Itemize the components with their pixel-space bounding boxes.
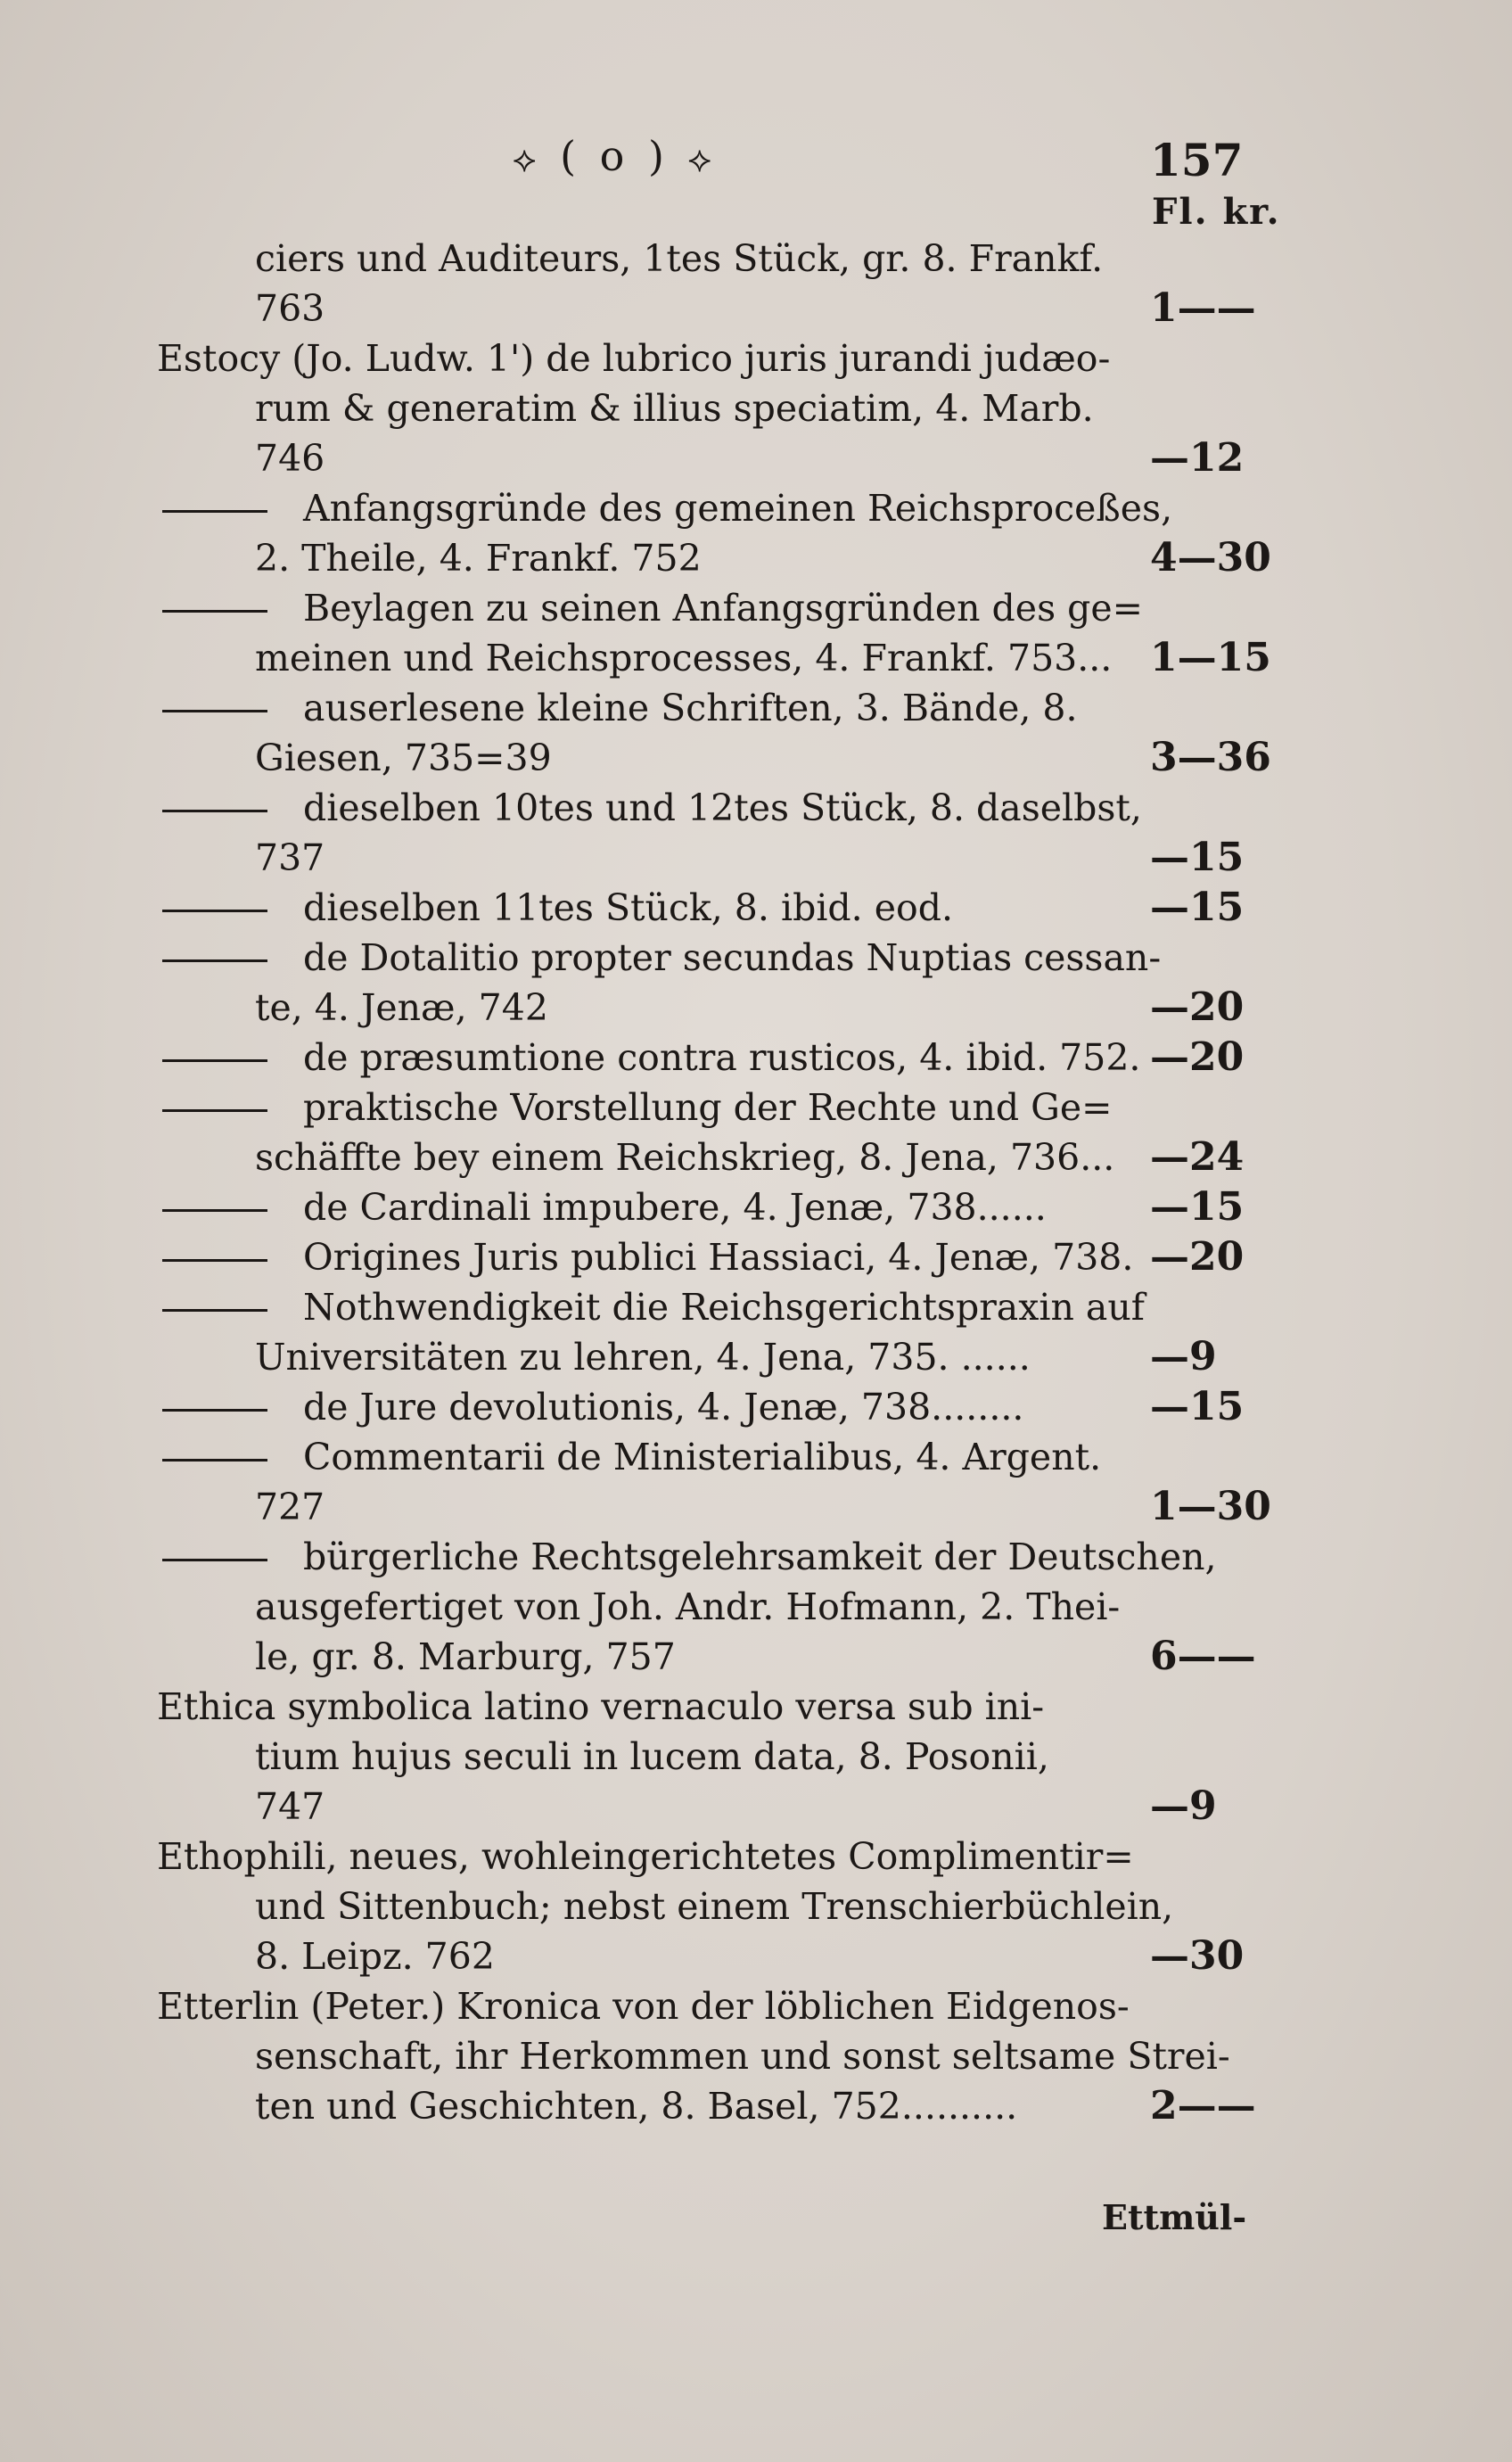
entry-text: Estocy (Jo. Ludw. 1') de lubrico juris jurandi judæo- bbox=[157, 337, 1111, 380]
entry-price: 6—— bbox=[1150, 1634, 1256, 1679]
entry-text: 747 bbox=[255, 1785, 325, 1828]
entry-text: dieselben 11tes Stück, 8. ibid. eod. bbox=[303, 886, 953, 929]
entry-line bbox=[157, 333, 1298, 383]
entry-price bbox=[1150, 333, 1293, 383]
entry-line bbox=[153, 1282, 1294, 1332]
entry-price bbox=[1150, 234, 1293, 284]
entry-text: 2. Theile, 4. Frankf. 752 bbox=[255, 537, 702, 580]
entry-price bbox=[1150, 783, 1293, 833]
entry-text: Ethophili, neues, wohleingerichtetes Complimentir= bbox=[157, 1835, 1134, 1878]
entry-text: Beylagen zu seinen Anfangsgründen des ge= bbox=[303, 587, 1143, 630]
entry-price bbox=[1150, 683, 1293, 733]
ditto-dash bbox=[162, 610, 267, 613]
ditto-dash bbox=[162, 1059, 267, 1062]
entry-price bbox=[1150, 933, 1293, 983]
entry-price bbox=[1150, 2031, 1293, 2081]
catchword: Ettmül- bbox=[1102, 2197, 1247, 2237]
entry-text: schäffte bey einem Reichskrieg, 8. Jena, 736... bbox=[255, 1136, 1115, 1179]
entry-price: —15 bbox=[1150, 1184, 1245, 1230]
entry-price: —24 bbox=[1150, 1134, 1245, 1180]
entry-price: 1—— bbox=[1150, 285, 1256, 331]
entry-text: 737 bbox=[255, 836, 325, 879]
entry-line bbox=[153, 1532, 1294, 1582]
entry-text: le, gr. 8. Marburg, 757 bbox=[255, 1635, 676, 1678]
page-header bbox=[0, 132, 1512, 233]
entry-line bbox=[153, 1182, 1294, 1232]
entry-price: 4—30 bbox=[1150, 535, 1271, 581]
entry-price bbox=[1150, 1881, 1293, 1931]
entry-line bbox=[153, 683, 1294, 733]
ditto-dash bbox=[162, 510, 267, 513]
entry-price: 2—— bbox=[1150, 2083, 1256, 2129]
entry-text: praktische Vorstellung der Rechte und Ge= bbox=[303, 1086, 1113, 1129]
entry-text: Etterlin (Peter.) Kronica von der löblichen Eidgenos- bbox=[157, 1985, 1130, 2028]
entry-text: rum & generatim & illius speciatim, 4. Marb. bbox=[255, 387, 1094, 430]
ornament-left-icon: ⟡ bbox=[513, 139, 542, 180]
entry-price: —15 bbox=[1150, 1384, 1245, 1429]
entry-line bbox=[153, 583, 1294, 633]
entry-price: —15 bbox=[1150, 885, 1245, 930]
ditto-dash bbox=[162, 1559, 267, 1561]
entry-price bbox=[1150, 1981, 1293, 2031]
ditto-dash bbox=[162, 1109, 267, 1112]
entry-price bbox=[1150, 1582, 1293, 1632]
entry-line bbox=[157, 1682, 1298, 1732]
ditto-dash bbox=[162, 910, 267, 912]
entry-text: Universitäten zu lehren, 4. Jena, 735. ...... bbox=[255, 1336, 1031, 1379]
entry-text: de Jure devolutionis, 4. Jenæ, 738........ bbox=[303, 1386, 1024, 1429]
entry-line bbox=[153, 1033, 1294, 1083]
entry-price bbox=[1150, 1083, 1293, 1132]
entry-price: 1—15 bbox=[1150, 635, 1271, 680]
entry-text: 763 bbox=[255, 287, 325, 330]
entry-text: 746 bbox=[255, 437, 325, 480]
entry-price bbox=[1150, 1282, 1293, 1332]
running-head-text: ( o ) bbox=[560, 132, 670, 180]
entry-text: ausgefertiget von Joh. Andr. Hofmann, 2. Thei- bbox=[255, 1585, 1121, 1628]
ditto-dash bbox=[162, 810, 267, 812]
ornament-right-icon: ⟡ bbox=[687, 139, 717, 180]
entry-price: —30 bbox=[1150, 1933, 1245, 1979]
entry-text: Commentarii de Ministerialibus, 4. Argent. bbox=[303, 1436, 1102, 1478]
entry-price: —9 bbox=[1150, 1334, 1217, 1379]
entry-line bbox=[153, 1382, 1294, 1432]
ditto-dash bbox=[162, 959, 267, 962]
entry-text: bürgerliche Rechtsgelehrsamkeit der Deutschen, bbox=[303, 1536, 1217, 1578]
ditto-dash bbox=[162, 1459, 267, 1462]
price-column-heading: Fl. kr. bbox=[1152, 191, 1281, 233]
entry-text: Giesen, 735=39 bbox=[255, 737, 552, 779]
entry-text: senschaft, ihr Herkommen und sonst seltsame Strei- bbox=[255, 2035, 1230, 2078]
entry-line bbox=[153, 1232, 1294, 1282]
entry-price: —20 bbox=[1150, 984, 1245, 1030]
entry-price: —20 bbox=[1150, 1234, 1245, 1280]
ditto-dash bbox=[162, 1309, 267, 1312]
entry-price: 1—30 bbox=[1150, 1484, 1271, 1529]
entry-text: tium hujus seculi in lucem data, 8. Posonii, bbox=[255, 1735, 1049, 1778]
entry-price: —20 bbox=[1150, 1034, 1245, 1080]
page-number: 157 bbox=[1150, 134, 1244, 186]
entry-price bbox=[1150, 483, 1293, 533]
entry-price bbox=[1150, 1732, 1293, 1782]
entry-line bbox=[153, 883, 1294, 933]
entry-text: meinen und Reichsprocesses, 4. Frankf. 753... bbox=[255, 637, 1113, 679]
entry-price: 3—36 bbox=[1150, 735, 1271, 780]
entry-text: ten und Geschichten, 8. Basel, 752.......... bbox=[255, 2085, 1018, 2128]
entry-price bbox=[1150, 383, 1293, 433]
entry-line bbox=[153, 933, 1294, 983]
entry-text: de præsumtione contra rusticos, 4. ibid. 752. bbox=[303, 1036, 1141, 1079]
entry-price: —9 bbox=[1150, 1783, 1217, 1829]
ditto-dash bbox=[162, 1209, 267, 1212]
ditto-dash bbox=[162, 1409, 267, 1412]
ditto-dash bbox=[162, 710, 267, 712]
entry-text: und Sittenbuch; nebst einem Trenschierbüchlein, bbox=[255, 1885, 1174, 1928]
entry-price: —15 bbox=[1150, 835, 1245, 880]
ditto-dash bbox=[162, 1259, 267, 1262]
entry-text: 727 bbox=[255, 1486, 325, 1528]
entry-price bbox=[1150, 1432, 1293, 1482]
entry-text: dieselben 10tes und 12tes Stück, 8. daselbst, bbox=[303, 786, 1142, 829]
entry-price bbox=[1150, 583, 1293, 633]
entry-text: de Cardinali impubere, 4. Jenæ, 738...... bbox=[303, 1186, 1047, 1229]
entry-text: Anfangsgründe des gemeinen Reichsproceßes, bbox=[303, 487, 1173, 530]
entry-line bbox=[157, 1832, 1298, 1881]
entry-price bbox=[1150, 1532, 1293, 1582]
entry-text: te, 4. Jenæ, 742 bbox=[255, 986, 548, 1029]
entry-price bbox=[1150, 1832, 1293, 1881]
entry-line bbox=[157, 1981, 1298, 2031]
entry-line bbox=[153, 1432, 1294, 1482]
entry-text: auserlesene kleine Schriften, 3. Bände, 8. bbox=[303, 687, 1078, 729]
entry-line bbox=[153, 483, 1294, 533]
entry-text: de Dotalitio propter secundas Nuptias cessan- bbox=[303, 936, 1162, 979]
running-head bbox=[513, 132, 717, 180]
entry-text: 8. Leipz. 762 bbox=[255, 1935, 495, 1978]
entry-text: Origines Juris publici Hassiaci, 4. Jenæ, 738. bbox=[303, 1236, 1134, 1279]
entry-price: —12 bbox=[1150, 435, 1245, 481]
entry-text: Ethica symbolica latino vernaculo versa sub ini- bbox=[157, 1685, 1045, 1728]
entry-text: Nothwendigkeit die Reichsgerichtspraxin auf bbox=[303, 1286, 1145, 1329]
entry-line bbox=[153, 1083, 1294, 1132]
entry-price bbox=[1150, 1682, 1293, 1732]
entry-line bbox=[153, 783, 1294, 833]
entry-text: ciers und Auditeurs, 1tes Stück, gr. 8. Frankf. bbox=[255, 237, 1104, 280]
